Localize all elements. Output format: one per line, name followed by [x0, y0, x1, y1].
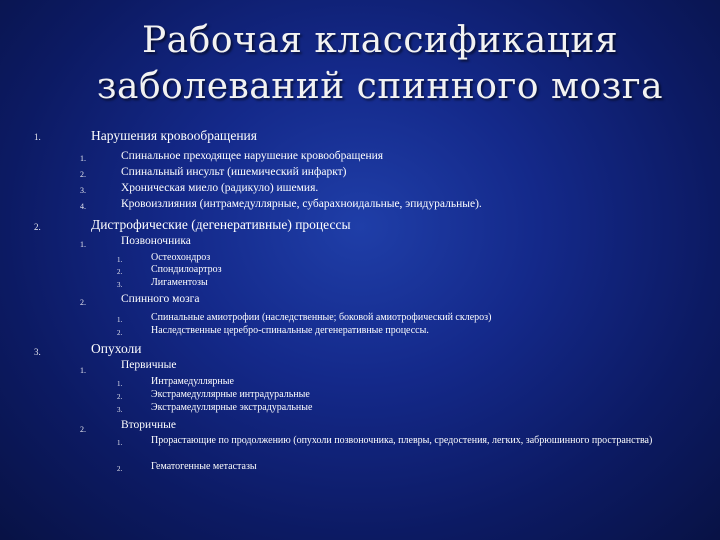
item-number: 3. [117, 406, 123, 414]
item-number: 2. [117, 268, 123, 276]
item-number: 2. [117, 465, 123, 473]
item-number: 2. [117, 329, 123, 337]
section-number: 3. [34, 347, 41, 357]
list-item: Экстрамедуллярные интрадуральные [151, 389, 310, 400]
subsection-heading: Первичные [121, 359, 177, 371]
item-number: 2. [80, 425, 86, 434]
item-number: 1. [117, 316, 123, 324]
item-number: 1. [80, 240, 86, 249]
list-item: Лигаментозы [151, 277, 208, 288]
item-number: 1. [80, 154, 86, 163]
section-number: 1. [34, 132, 41, 142]
item-number: 1. [117, 256, 123, 264]
list-item: Хроническая миело (радикуло) ишемия. [121, 182, 319, 194]
subsection-heading: Позвоночника [121, 235, 191, 247]
item-number: 4. [80, 202, 86, 211]
item-number: 3. [80, 186, 86, 195]
list-item: Спондилоартроз [151, 264, 222, 275]
subsection-heading: Вторичные [121, 419, 176, 431]
list-item: Наследственные церебро-спинальные дегенеративные процессы. [151, 325, 429, 336]
item-number: 1. [117, 439, 123, 447]
list-item: Интрамедуллярные [151, 376, 234, 387]
subsection-heading: Спинного мозга [121, 293, 200, 305]
item-number: 2. [80, 170, 86, 179]
list-item: Экстрамедуллярные экстрадуральные [151, 402, 313, 413]
item-number: 2. [80, 298, 86, 307]
list-item: Остеохондроз [151, 252, 211, 263]
list-item: Гематогенные метастазы [151, 461, 257, 472]
section-heading: Нарушения кровообращения [91, 128, 257, 143]
item-number: 1. [117, 380, 123, 388]
slide-title-line-1: Рабочая классификация [141, 20, 619, 61]
item-number: 3. [117, 281, 123, 289]
item-number: 1. [80, 366, 86, 375]
section-heading: Опухоли [91, 341, 142, 356]
slide-title [0, 18, 720, 110]
list-item: Спинальное преходящее нарушение кровообращения [121, 150, 384, 162]
section-number: 2. [34, 222, 41, 232]
slide-title-line-2: заболеваний спинного мозга [96, 66, 664, 107]
list-item: Спинальный инсульт (ишемический инфаркт) [121, 166, 347, 178]
list-item: Кровоизлияния (интрамедуллярные, субарахноидальные, эпидуральные). [121, 198, 482, 210]
list-item: Спинальные амиотрофии (наследственные; боковой амиотрофический склероз) [151, 312, 492, 323]
section-heading: Дистрофические (дегенеративные) процессы [91, 217, 351, 232]
list-item: Прорастающие по продолжению (опухоли позвоночника, плевры, средостения, легких, забрюшинного пространства) [151, 435, 653, 446]
item-number: 2. [117, 393, 123, 401]
